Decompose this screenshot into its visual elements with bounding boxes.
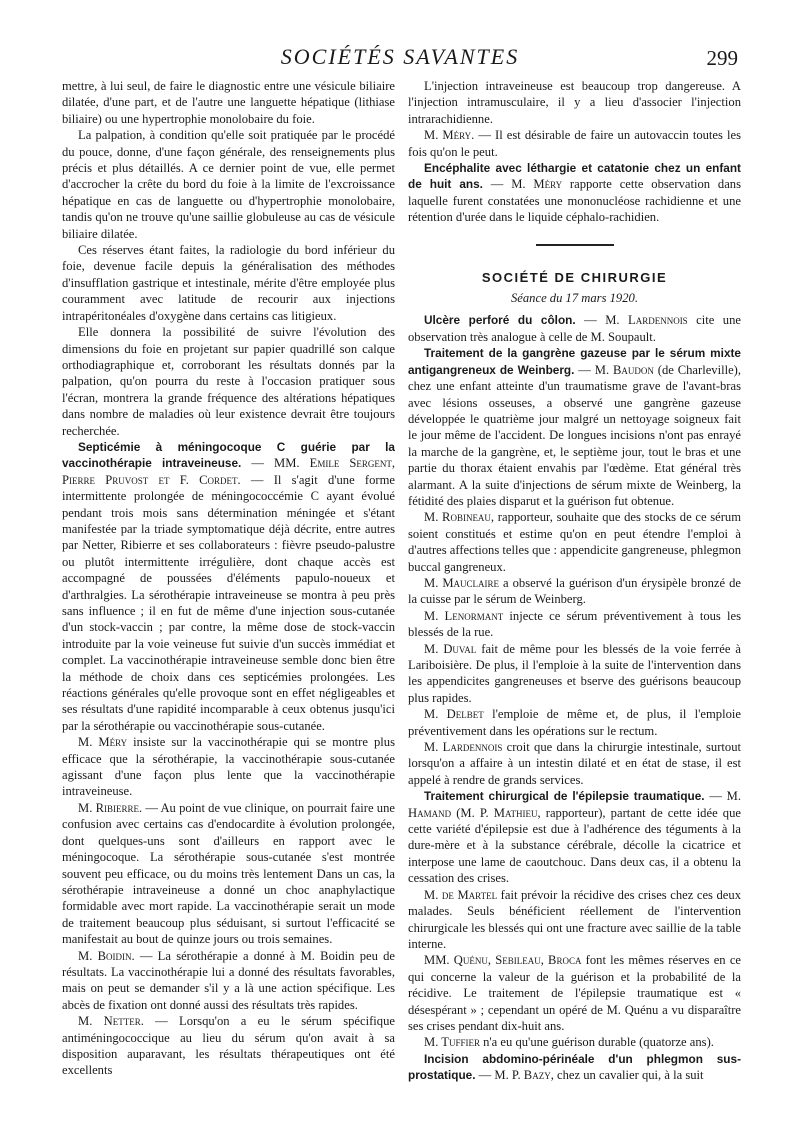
speaker-name: M. Méry. <box>424 128 475 143</box>
article-phlegmon <box>408 1051 741 1084</box>
article-encephalite <box>408 160 741 226</box>
article-gangrene <box>408 345 741 509</box>
paragraph-text: insiste sur la vaccinothérapie qui se montre plus efficace que la sérothérapie, la vaccinothérapie sous-cutanée agissant d'une façon plus lente que la vaccinothérapie intraveineuse. <box>62 735 395 799</box>
article-heading: Incision abdomino-périnéale d'un phlegmon sus-prostatique. <box>408 1051 741 1083</box>
speaker-name: M. Ribierre. <box>78 800 143 815</box>
article-body: cite une observation très analogue à celle de M. Soupault. <box>408 313 741 344</box>
paragraph: L'injection intraveineuse est beaucoup trop dangereuse. A l'injection intramusculaire, il y a lieu d'associer l'injection intrarachidienne. <box>408 79 741 126</box>
speaker-name: M. Méry <box>78 735 128 750</box>
paragraph <box>62 734 395 800</box>
paragraph <box>408 641 741 707</box>
section-divider <box>536 244 614 246</box>
paragraph: La palpation, à condition qu'elle soit pratiquée par le procédé du pouce, donne, d'une façon générale, des renseignements plus précis et plus détaillés. A ce dernier point de vue, elle permet d'accrocher la crête du bord du foie à la limite de l'excroissance hépatique en cas de languette ou d'hypertrophie monolobaire, tandis qu'on ne trouve qu'une saillie globuleuse au cas de vésicule biliaire dilatée. <box>62 128 395 241</box>
paragraph <box>62 948 395 1014</box>
article-septicemie <box>62 439 395 734</box>
speaker-name: M. Lenormant <box>424 608 504 623</box>
page-header <box>0 44 800 74</box>
paragraph <box>62 800 395 948</box>
article-heading: Ulcère perforé du côlon. <box>424 313 576 328</box>
paragraph-text: — Il est désirable de faire un autovaccin toutes les fois qu'on le peut. <box>408 128 741 159</box>
paragraph-text: — La sérothérapie a donné à M. Boidin peu de résultats. La vaccinothérapie lui a donné des résultats favorables, mais on peut se demander s'il y a là une action spécifique. Les abcès de fixation ont donné aussi des résultats très rapides. <box>62 948 395 1012</box>
speaker-name: M. Tuffier <box>424 1035 480 1050</box>
speaker-name: M. Delbet <box>424 707 484 722</box>
paragraph <box>408 127 741 160</box>
article-body: rapporteur), partant de cette idée que cette variété d'épilepsie est due à l'adhérence des téguments à la dure-mère et à la substance cérébrale, décolle la cicatrice et interpose une lame de caoutchouc. Dans deux cas, il a obtenu la cessation des crises. <box>408 805 741 886</box>
speaker-name: M. Netter. <box>78 1014 144 1029</box>
article-body: (de Charleville), chez une enfant atteinte d'un traumatisme grave de l'avant-bras avec lésions osseuses, a observé une gangrène gazeuse développée le quatrième jour malgré un nettoyage soigneux fait le jour même de l'accident. De longues incisions n'ont pas enrayé la marche de la gangrène, et, le septième jour, tout le bras et une partie du thorax étaient envahis par l'œdème. Etat général très alarmant. A la suite d'injections de sérum mixte de Weinberg, la fétidité des plaies disparut et la guérison fut obtenue. <box>408 362 742 508</box>
paragraph <box>408 575 741 608</box>
speaker-name: M. Lardennois <box>605 313 688 328</box>
separator: — <box>574 362 595 377</box>
paragraph-text: fait prévoir la récidive des crises chez ces deux malades. Seuls bénéficient réellement de l'intervention chirurgicale les blessés qui ont une fracture avec saillie de la table interne. <box>408 887 741 951</box>
right-column <box>408 78 741 1084</box>
article-heading: Traitement chirurgical de l'épilepsie traumatique. <box>424 789 705 804</box>
paragraph-text: fait de même pour les blessés de la voie ferrée à Lariboisière. De plus, il l'emploie à la suite de l'intervention dans les appendicites gangreneuses et bserve des guérisons beaucoup plus rapides. <box>408 641 741 705</box>
paragraph-text: font les mêmes réserves en ce qui concerne la valeur de la guérison et la probabilité de la récidive. Le traitement de l'épilepsie traumatique est « désespérant » ; cependant un opéré de M. Quénu a vu disparaître ses crises pendant dix-huit ans. <box>408 953 741 1033</box>
speaker-name: M. Boidin. <box>78 948 135 963</box>
paragraph-text: l'emploie de même et, de plus, il l'emploie préventivement dans les opérations sur le rectum. <box>408 707 741 738</box>
paragraph: Elle donnera la possibilité de suivre l'évolution des dimensions du foie en projetant sur papier quadrillé son calque orthodiagraphique et, corroborant les résultats donnés par la palpation, qu'on pourra du reste à l'occasion pratiquer sous l'écran, montrera la grande fréquence des altérations hépatiques dans nombre de maladies où leur existence devrait être toujours recherchée. <box>62 325 395 438</box>
speaker-name: M. de Martel <box>424 887 498 902</box>
paragraph-text: n'a eu qu'une guérison durable (quatorze ans). <box>479 1035 714 1050</box>
author-names: Emile Sergent, Pierre Pruvost et F. Cordet. <box>62 456 396 487</box>
separator: — <box>575 313 606 328</box>
paragraph <box>408 608 741 641</box>
article-body: rapporte cette observation dans laquelle furent constatées une mononucléose rachidienne et une rétention d'urée dans le liquide céphalo-rachidien. <box>408 177 741 225</box>
paragraph <box>408 739 741 788</box>
speaker-name: M. Baudon <box>594 362 654 377</box>
speaker-name: M. Méry <box>511 177 563 192</box>
separator: — <box>482 177 512 192</box>
speaker-name: M. Duval <box>424 641 477 656</box>
paragraph-text: rapporteur, souhaite que des stocks de ce sérum soient constitués et estime qu'on en peut étendre l'emploi à d'autres affections telles que : appendicite gangreneuse, phlegmon buccal gangreneux. <box>408 510 742 574</box>
page-number: 299 <box>706 46 738 70</box>
article-body: — Il s'agit d'une forme intermittente prolongée de méningococcémie C ayant évolué pendant trois mois sans détermination méningée et s'étant manifestée par la triade symptomatique déjà décrite, entre autres par Netter, Ribierre et ses collaborateurs : fièvre pseudo-palustre ou plutôt intermittente irrégulière, dont chaque accès est accompagné de poussées d'éléments papulo-noueux et d'arthralgies. La sérothérapie intraveineuse se montra à peu près sans influence ; il en fut de même d'une injection sous-cutanée d'un stock-vaccin ; par contre, la même dose de stock-vaccin introduite par la voie veineuse fut suivie d'un succès immédiat et complet. La vaccinothérapie intraveineuse semble donc bien être la méthode de choix dans ces septicémies prolongées. Les réactions générales qu'elle provoque sont en effet négligeables et ses résultats d'une rapidité incomparable à ceux obtenus jusqu'ici par la sérothérapie ou vaccinothérapie sous-cutanée. <box>62 472 396 733</box>
speaker-name: M. P. Bazy, <box>494 1068 554 1083</box>
paragraph-text: a observé la guérison d'un érysipèle bronzé de la cuisse par le sérum de Weinberg. <box>408 575 741 607</box>
paragraph-text: — Au point de vue clinique, on pourrait faire une confusion avec certains cas d'endocardite à évolution prolongée, dont quelques-uns sont d'ailleurs en rapport avec le méningocoque. La sérothérapie sous-cutanée s'est montrée souvent peu efficace, ou du moins très lentement Dans un cas, la sérothérapie intraveineuse a donné un choc anaphylactique formidable avec mort rapide. La vaccinothérapie serait un mode de traitement beaucoup plus séduisant, si surtout l'efficacité se manifestait au bout de quinze jours ou trois semaines. <box>62 800 395 947</box>
paragraph-text: croit que dans la chirurgie intestinale, surtout lorsqu'on a affaire à un intestin dilaté et en état de stase, il est appelé à rendre de grands services. <box>408 740 741 787</box>
section-title: SOCIÉTÉ DE CHIRURGIE <box>481 269 668 285</box>
article-body: chez un cavalier qui, à la suit <box>553 1068 704 1083</box>
paragraph <box>408 509 741 575</box>
article-heading: Encéphalite avec léthargie et catatonie chez un enfant de huit ans. <box>408 161 741 192</box>
paragraph <box>408 887 741 953</box>
paragraph <box>62 1013 395 1079</box>
paragraph <box>408 706 741 739</box>
separator: — MM. <box>241 456 310 471</box>
session-date: Séance du 17 mars 1920. <box>511 291 638 306</box>
paragraph <box>408 952 741 1034</box>
article-ulcere <box>408 312 741 345</box>
speaker-name: M. Hamand (M. P. Mathieu, <box>408 789 742 820</box>
left-column <box>62 78 395 1079</box>
separator: — <box>704 789 727 804</box>
speaker-name: MM. Quénu, Sebileau, Broca <box>424 953 582 968</box>
running-title: SOCIÉTÉS SAVANTES <box>280 44 520 69</box>
paragraph: mettre, à lui seul, de faire le diagnostic entre une vésicule biliaire dilatée, d'une part, et de l'autre une languette hépatique (lithiase biliaire) ou une hypertrophie monolobaire du foie. <box>62 79 395 126</box>
speaker-name: M. Mauclaire <box>424 575 500 590</box>
paragraph: Ces réserves étant faites, la radiologie du bord inférieur du foie, devenue facile depuis la généralisation des méthodes d'insufflation gastrique et intestinale, mérite d'être employée plus couramment avec latitude de recourir aux injections intrapéritonéales d'oxygène dans certains cas litigieux. <box>62 243 395 323</box>
paragraph-text: — Lorsqu'on a eu le sérum spécifique antiméningococcique au lieu du sérum qu'on avait à sa disposition auparavant, les résultats thérapeutiques ont été excellents <box>62 1014 395 1078</box>
separator: — <box>475 1068 495 1083</box>
speaker-name: M. Lardennois <box>424 740 503 755</box>
speaker-name: M. Robineau, <box>424 510 495 525</box>
article-heading: Traitement de la gangrène gazeuse par le sérum mixte antigangreneux de Weinberg. <box>408 346 741 377</box>
paragraph-text: injecte ce sérum préventivement à tous les blessés de la rue. <box>408 608 741 640</box>
article-heading: Septicémie à méningocoque C guérie par la vaccinothérapie intraveineuse. <box>62 439 395 471</box>
paragraph <box>408 1034 741 1050</box>
article-epilepsie <box>408 788 741 886</box>
